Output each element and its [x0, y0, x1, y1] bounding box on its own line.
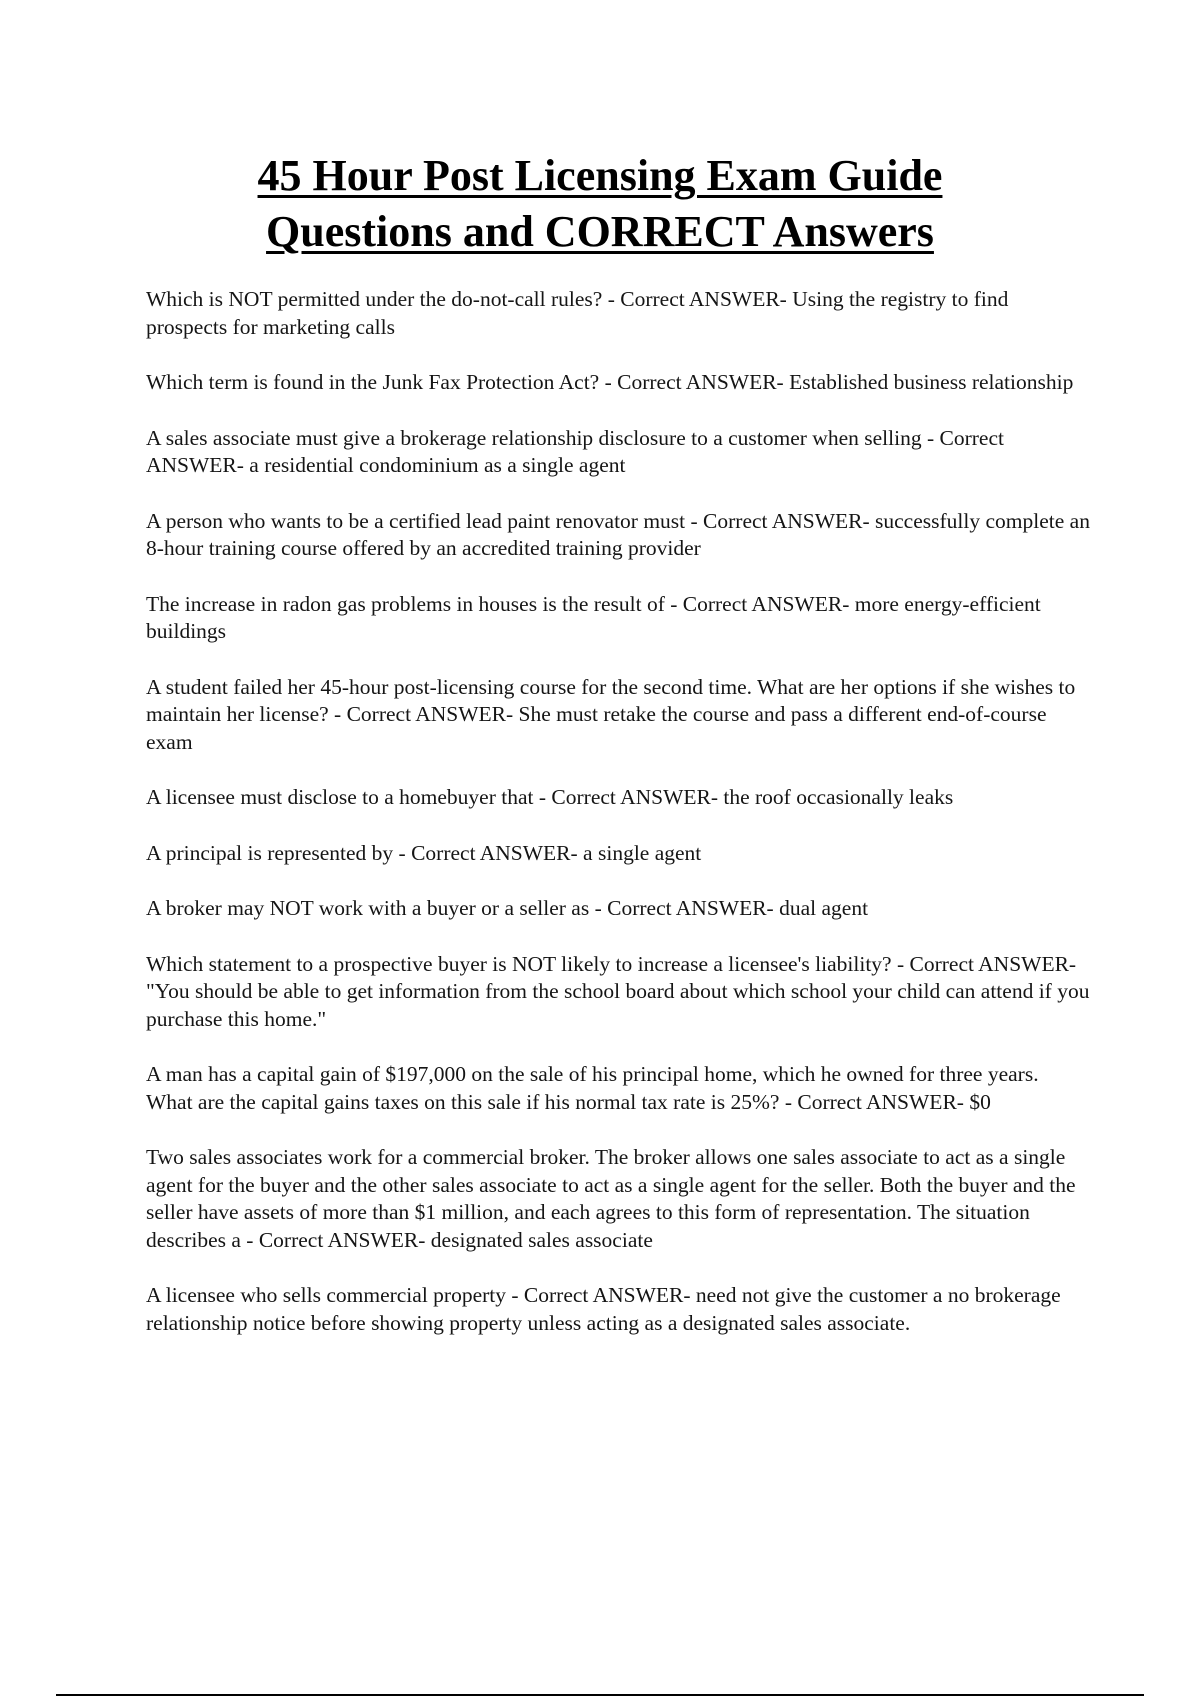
qa-list: [146, 286, 1090, 1365]
qa-item: Which term is found in the Junk Fax Protection Act? - Correct ANSWER- Established business relationship: [146, 370, 1074, 394]
qa-item: A student failed her 45-hour post-licensing course for the second time. What are her options if she wishes to maintain her license? - Correct ANSWER- She must retake the course and pass a different end-of-course exam: [146, 674, 1076, 754]
qa-item: A sales associate must give a brokerage relationship disclosure to a customer when selling - Correct ANSWER- a residential condominium as a single agent: [146, 425, 1004, 477]
qa-item: A person who wants to be a certified lead paint renovator must - Correct ANSWER- successfully complete an 8-hour training course offered by an accredited training provider: [146, 508, 1090, 560]
title-line-1: 45 Hour Post Licensing Exam Guide: [257, 151, 943, 200]
qa-item: A licensee must disclose to a homebuyer that - Correct ANSWER- the roof occasionally leaks: [146, 785, 954, 809]
qa-item: A principal is represented by - Correct ANSWER- a single agent: [146, 840, 702, 865]
title-line-2: Questions and CORRECT Answers: [266, 207, 934, 256]
footer-divider: [56, 1694, 1144, 1696]
qa-item: A licensee who sells commercial property - Correct ANSWER- need not give the customer a no brokerage relationship notice before showing property unless acting as a designated sales associate.: [146, 1283, 1061, 1335]
qa-item: Which statement to a prospective buyer is NOT likely to increase a licensee's liability? - Correct ANSWER- "You should be able to get information from the school board about which school your child can attend if you purchase this home.": [146, 951, 1090, 1031]
qa-item: Two sales associates work for a commercial broker. The broker allows one sales associate to act as a single agent for the buyer and the other sales associate to act as a single agent for the seller. Both the buyer and the seller have assets of more than $1 million, and each agrees to this form of representation. The situation describes a - Correct ANSWER- designated sales associate: [146, 1145, 1076, 1252]
qa-item: The increase in radon gas problems in houses is the result of - Correct ANSWER- more energy-efficient buildings: [146, 591, 1041, 643]
qa-item: A man has a capital gain of $197,000 on the sale of his principal home, which he owned for three years. What are the capital gains taxes on this sale if his normal tax rate is 25%? - Correct ANSWER- $0: [146, 1062, 1039, 1114]
document-title: [0, 148, 1200, 260]
qa-item: Which is NOT permitted under the do-not-call rules? - Correct ANSWER- Using the registry to find prospects for marketing calls: [146, 287, 1009, 339]
qa-item: A broker may NOT work with a buyer or a seller as - Correct ANSWER- dual agent: [146, 896, 869, 920]
